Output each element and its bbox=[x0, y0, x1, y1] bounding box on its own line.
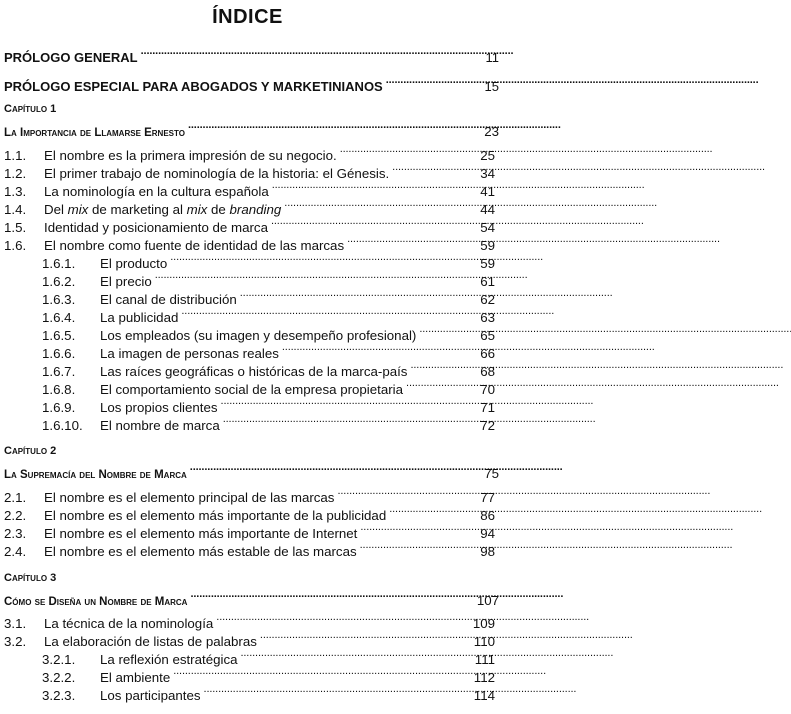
section-text: Del mix de marketing al mix de branding bbox=[44, 202, 282, 217]
subsection-text: La publicidad bbox=[100, 310, 179, 325]
subsection-text: El precio bbox=[100, 274, 152, 289]
page-number: 111 bbox=[474, 652, 495, 667]
subsection-number: 1.6.10. bbox=[42, 418, 83, 433]
page-number: 107 bbox=[476, 593, 499, 608]
leader-dots bbox=[284, 198, 468, 214]
leader-dots bbox=[392, 162, 468, 178]
page-number: 59 bbox=[480, 238, 495, 253]
subsection-number: 1.6.7. bbox=[42, 364, 76, 379]
section-text: El nombre es el elemento más estable de las marcas bbox=[44, 544, 357, 559]
section-text: El nombre es el elemento más importante de Internet bbox=[44, 526, 358, 541]
section-number: 2.1. bbox=[4, 490, 27, 505]
section-text: La técnica de la nominología bbox=[44, 616, 214, 631]
section-number: 1.6. bbox=[4, 238, 27, 253]
leader-dots bbox=[188, 120, 472, 136]
subsection-number: 3.2.1. bbox=[42, 652, 76, 667]
page-number: 72 bbox=[480, 418, 495, 433]
subsection-number: 1.6.1. bbox=[42, 256, 76, 271]
subsection-text: El comportamiento social de la empresa propietaria bbox=[100, 382, 404, 397]
page-number: 98 bbox=[480, 544, 495, 559]
leader-dots bbox=[389, 504, 468, 520]
page-number: 94 bbox=[480, 526, 495, 541]
page-number: 54 bbox=[480, 220, 495, 235]
page-number: 59 bbox=[480, 256, 495, 271]
leader-dots bbox=[282, 342, 468, 358]
page-number: 44 bbox=[480, 202, 495, 217]
subsection-number: 3.2.3. bbox=[42, 688, 76, 703]
subsection-number: 1.6.8. bbox=[42, 382, 76, 397]
page-number: 23 bbox=[484, 124, 499, 139]
leader-dots bbox=[419, 324, 468, 340]
page-number: 15 bbox=[484, 79, 499, 94]
page-title: ÍNDICE bbox=[212, 6, 283, 28]
section-number: 2.2. bbox=[4, 508, 27, 523]
page-number: 71 bbox=[480, 400, 495, 415]
subsection-number: 1.6.6. bbox=[42, 346, 76, 361]
section-number: 2.4. bbox=[4, 544, 27, 559]
leader-dots bbox=[260, 630, 468, 646]
subsection-text: La reflexión estratégica bbox=[100, 652, 238, 667]
subsection-number: 1.6.9. bbox=[42, 400, 76, 415]
section-number: 1.4. bbox=[4, 202, 27, 217]
page-number: 77 bbox=[480, 490, 495, 505]
leader-dots bbox=[216, 612, 468, 628]
page-number: 34 bbox=[480, 166, 495, 181]
page-number: 110 bbox=[473, 634, 495, 649]
page-number: 61 bbox=[480, 274, 495, 289]
page-number: 62 bbox=[480, 292, 495, 307]
subsection-text: Los propios clientes bbox=[100, 400, 218, 415]
section-number: 1.1. bbox=[4, 148, 27, 163]
section-number: 1.2. bbox=[4, 166, 27, 181]
leader-dots bbox=[360, 522, 468, 538]
subsection-text: Los participantes bbox=[100, 688, 201, 703]
leader-dots bbox=[141, 46, 472, 62]
subsection-text: Los empleados (su imagen y desempeño profesional) bbox=[100, 328, 417, 343]
leader-dots bbox=[221, 396, 468, 412]
toc-entry-subsection[interactable] bbox=[0, 414, 495, 434]
section-text: El nombre como fuente de identidad de las marcas bbox=[44, 238, 345, 253]
leader-dots bbox=[223, 414, 468, 430]
toc-entry-section[interactable] bbox=[0, 540, 495, 560]
section-number: 2.3. bbox=[4, 526, 27, 541]
page-number: 68 bbox=[480, 364, 495, 379]
page-number: 70 bbox=[480, 382, 495, 397]
page-number: 65 bbox=[480, 328, 495, 343]
toc-entry-chapter-1[interactable] bbox=[0, 120, 499, 141]
leader-dots bbox=[190, 589, 472, 605]
entry-text: PRÓLOGO GENERAL bbox=[4, 50, 138, 65]
toc-entry-prologue-special[interactable] bbox=[0, 75, 499, 95]
page-number: 11 bbox=[485, 50, 499, 65]
leader-dots bbox=[272, 180, 468, 196]
section-text: La nominología en la cultura española bbox=[44, 184, 269, 199]
section-number: 3.1. bbox=[4, 616, 27, 631]
subsection-text: El canal de distribución bbox=[100, 292, 237, 307]
page-number: 114 bbox=[473, 688, 495, 703]
subsection-text: El ambiente bbox=[100, 670, 171, 685]
leader-dots bbox=[204, 684, 468, 700]
leader-dots bbox=[240, 648, 468, 664]
leader-dots bbox=[406, 378, 468, 394]
leader-dots bbox=[386, 75, 472, 91]
leader-dots bbox=[240, 288, 468, 304]
toc-entry-subsection[interactable] bbox=[0, 684, 495, 704]
page-number: 66 bbox=[480, 346, 495, 361]
subsection-number: 1.6.5. bbox=[42, 328, 76, 343]
entry-text: PRÓLOGO ESPECIAL PARA ABOGADOS Y MARKETINIANOS bbox=[4, 79, 383, 94]
page-number: 75 bbox=[484, 466, 499, 481]
leader-dots bbox=[410, 360, 468, 376]
chapter-title: La Supremacía del Nombre de Marca bbox=[4, 469, 187, 481]
section-text: El primer trabajo de nominología de la historia: el Génesis. bbox=[44, 166, 390, 181]
subsection-text: Las raíces geográficas o históricas de la marca-país bbox=[100, 364, 408, 379]
leader-dots bbox=[173, 666, 468, 682]
subsection-text: La imagen de personas reales bbox=[100, 346, 279, 361]
leader-dots bbox=[190, 462, 472, 478]
subsection-text: El producto bbox=[100, 256, 168, 271]
toc-entry-prologue-general[interactable] bbox=[0, 46, 499, 66]
subsection-number: 1.6.3. bbox=[42, 292, 76, 307]
page-number: 41 bbox=[480, 184, 495, 199]
page-number: 63 bbox=[480, 310, 495, 325]
leader-dots bbox=[360, 540, 468, 556]
subsection-number: 1.6.4. bbox=[42, 310, 76, 325]
subsection-text: El nombre de marca bbox=[100, 418, 220, 433]
leader-dots bbox=[271, 216, 468, 232]
page-number: 25 bbox=[480, 148, 495, 163]
section-number: 1.3. bbox=[4, 184, 27, 199]
section-text: El nombre es el elemento principal de las marcas bbox=[44, 490, 335, 505]
chapter-title: La Importancia de Llamarse Ernesto bbox=[4, 127, 185, 139]
toc-entry-chapter-3[interactable] bbox=[0, 589, 499, 610]
leader-dots bbox=[155, 270, 468, 286]
leader-dots bbox=[340, 144, 468, 160]
section-number: 3.2. bbox=[4, 634, 27, 649]
leader-dots bbox=[181, 306, 468, 322]
section-number: 1.5. bbox=[4, 220, 27, 235]
section-text: Identidad y posicionamiento de marca bbox=[44, 220, 268, 235]
page-number: 112 bbox=[473, 670, 495, 685]
subsection-number: 3.2.2. bbox=[42, 670, 76, 685]
chapter-title: Cómo se Diseña un Nombre de Marca bbox=[4, 596, 188, 608]
leader-dots bbox=[347, 234, 468, 250]
toc-entry-chapter-2[interactable] bbox=[0, 462, 499, 483]
chapter-label: Capítulo 3 bbox=[4, 572, 57, 584]
page-number: 86 bbox=[480, 508, 495, 523]
section-text: El nombre es el elemento más importante de la publicidad bbox=[44, 508, 387, 523]
page-number: 109 bbox=[472, 616, 495, 631]
section-text: La elaboración de listas de palabras bbox=[44, 634, 257, 649]
chapter-label: Capítulo 1 bbox=[4, 103, 57, 115]
subsection-number: 1.6.2. bbox=[42, 274, 76, 289]
leader-dots bbox=[337, 486, 468, 502]
section-text: El nombre es la primera impresión de su negocio. bbox=[44, 148, 337, 163]
leader-dots bbox=[170, 252, 468, 268]
chapter-label: Capítulo 2 bbox=[4, 445, 57, 457]
